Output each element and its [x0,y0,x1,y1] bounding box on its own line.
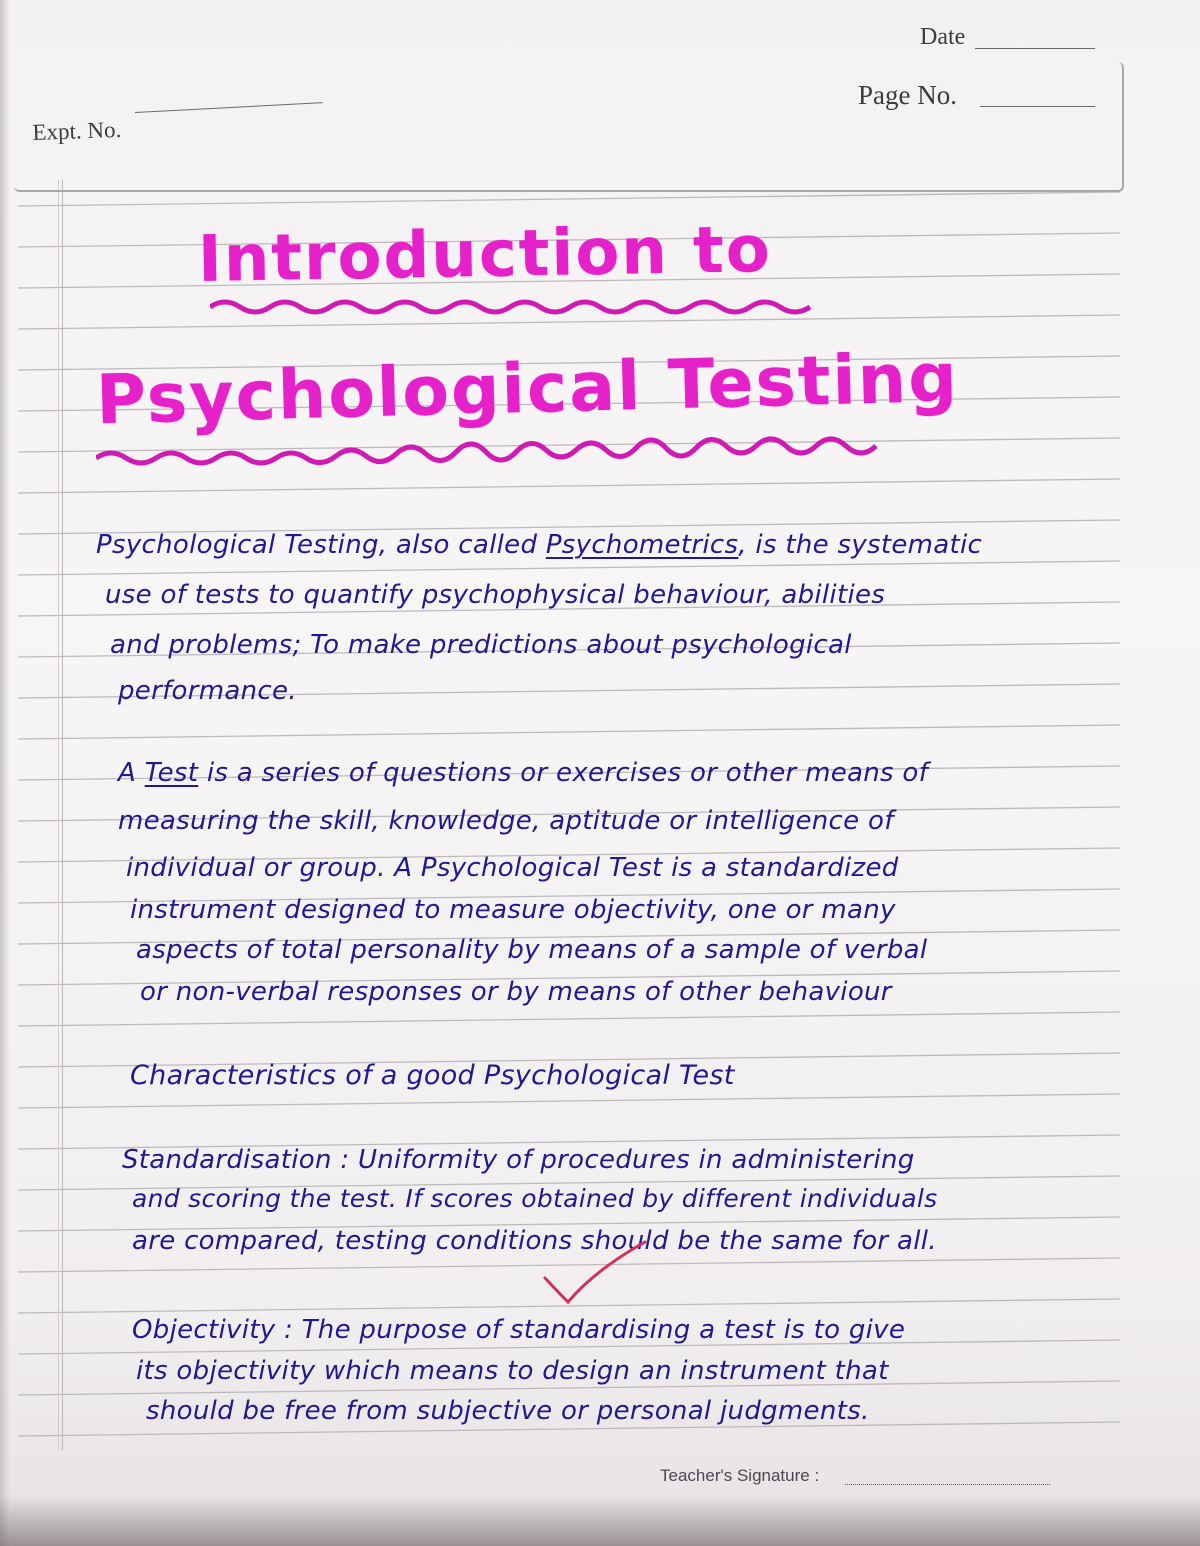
standardisation-sep: : [331,1145,358,1175]
objectivity-line-3: should be free from subjective or personal judgments. [146,1396,870,1426]
page-no-label: Page No. [858,80,957,110]
objectivity-line-2: its objectivity which means to design an instrument that [136,1356,889,1386]
ruled-line [18,1094,1120,1108]
date-label: Date [920,24,966,50]
ruled-line [18,1012,1120,1026]
page-no-line [980,106,1095,107]
para2-line-6: or non-verbal responses or by means of other behaviour [140,977,892,1007]
expt-no-label: Expt. No. [32,116,122,145]
para1-line-4: performance. [118,676,297,706]
header-box [14,62,1124,192]
objectivity-sep: : [275,1315,302,1345]
title-underline-2 [96,436,896,476]
objectivity-line-1-rest: The purpose of standardising a test is to give [301,1315,906,1345]
page-bottom-shadow [0,1495,1200,1546]
margin-line [62,180,63,1450]
keyword-psychometrics: Psychometrics [545,530,739,560]
title-underline-1 [210,292,820,322]
title-line-2: Psychological Testing [95,338,960,441]
standardisation-label: Standardisation [122,1145,332,1175]
para2-line-5: aspects of total personality by means of a sample of verbal [136,935,928,965]
objectivity-label: Objectivity [132,1315,276,1345]
ruled-line [18,561,1120,575]
para1-line-2: use of tests to quantify psychophysical behaviour, abilities [105,580,886,610]
also-called-text: , also called [378,530,546,560]
para2-line-2: measuring the skill, knowledge, aptitude or intelligence of [118,806,894,836]
para1-line-3: and problems; To make predictions about psychological [110,630,852,660]
teacher-signature-label: Teacher's Signature : [660,1466,820,1485]
para2-line-4: instrument designed to measure objectivity, one or many [130,895,896,925]
standardisation-line-1 [122,1145,915,1175]
para2-line-1-rest: is a series of questions or exercises or other means of [198,758,929,788]
standardisation-line-1-rest: Uniformity of procedures in administering [357,1145,915,1175]
date-line [975,48,1095,49]
para2-line-3: individual or group. A Psychological Test is a standardized [126,853,899,883]
margin-line-inner [58,180,59,1450]
ruled-line [18,192,1120,206]
ruled-line [18,479,1120,493]
standardisation-line-2: and scoring the test. If scores obtained by different individuals [132,1184,938,1213]
standardisation-line-3: are compared, testing conditions should be the same for all. [132,1226,937,1256]
checkmark-icon [540,1230,650,1310]
keyword-test: Test [144,758,199,788]
para2-a: A [118,758,145,788]
para2-line-1 [118,758,928,788]
para1-line-1 [96,530,982,560]
term-psychological-testing: Psychological Testing [96,530,379,560]
para1-line-1-rest: , is the systematic [738,530,983,560]
ruled-line [18,725,1120,739]
objectivity-line-1 [132,1315,905,1345]
section-heading: Characteristics of a good Psychological Test [130,1060,735,1091]
teacher-signature-line [845,1484,1050,1485]
title-line-1: Introduction to [197,212,773,298]
